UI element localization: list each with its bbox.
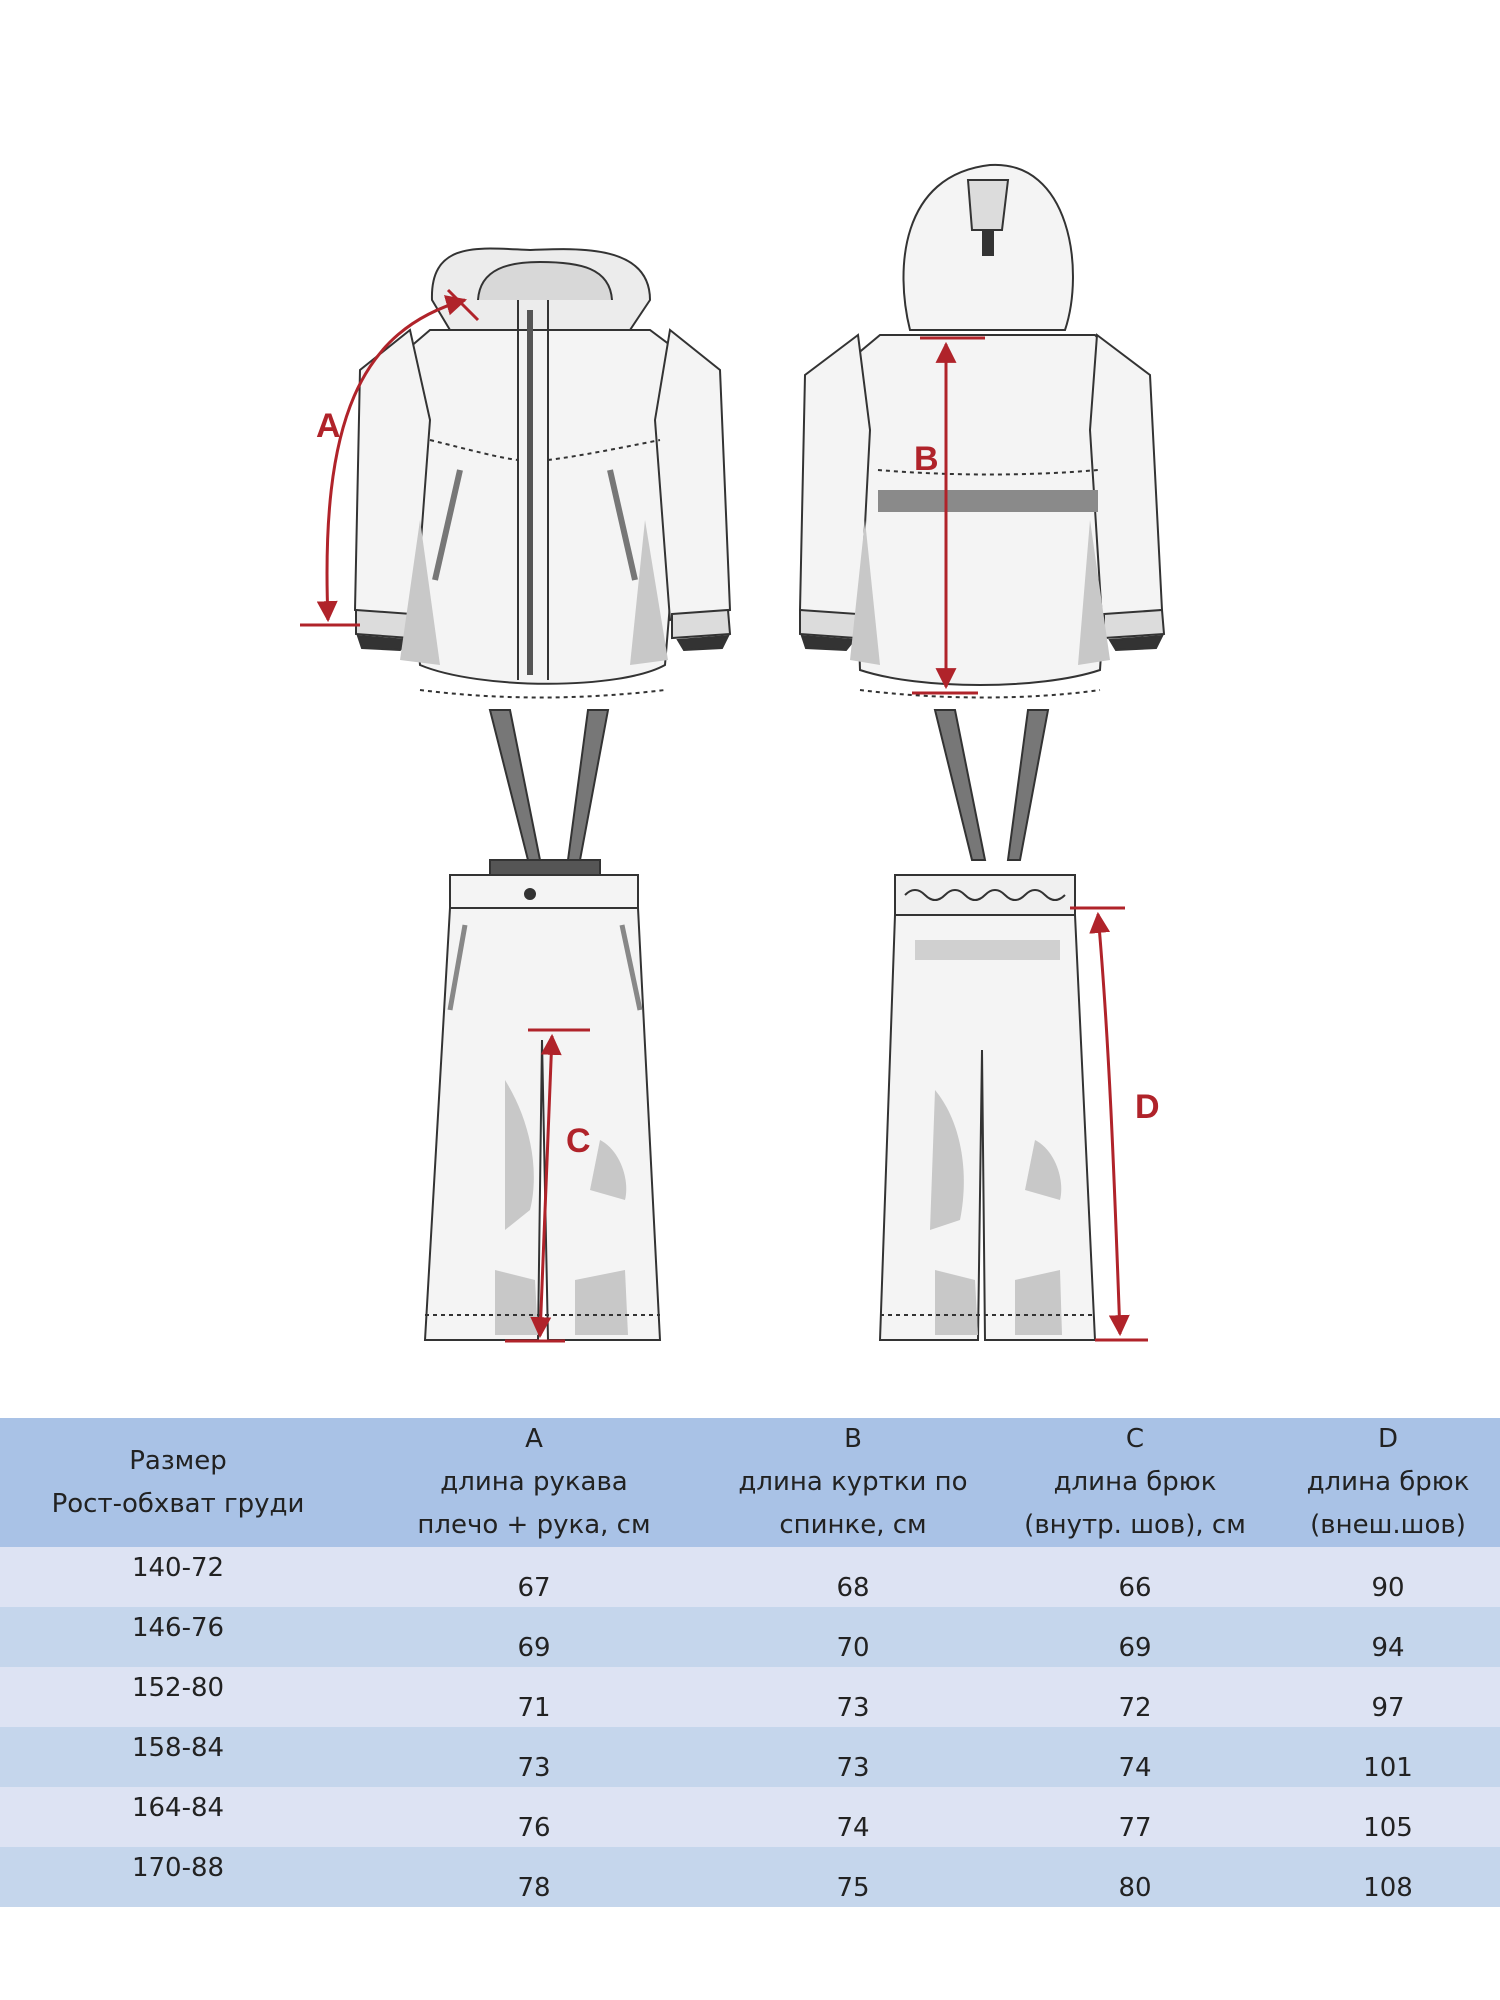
- label-c: C: [566, 1122, 591, 1160]
- header-d-letter: D: [1377, 1424, 1399, 1454]
- jacket-back-drawing: [800, 165, 1164, 698]
- value-a-cell: 67: [356, 1547, 712, 1607]
- label-b: B: [914, 440, 939, 478]
- table-row: [0, 1787, 1500, 1847]
- size-cell: 158-84: [0, 1727, 356, 1787]
- header-a: [356, 1418, 712, 1547]
- label-d: D: [1135, 1088, 1160, 1126]
- header-size-line2: Размер: [129, 1445, 227, 1476]
- table-row: [0, 1547, 1500, 1607]
- header-c: [994, 1418, 1276, 1547]
- table-row: [0, 1847, 1500, 1907]
- value-d-cell: 108: [1276, 1847, 1500, 1907]
- header-c-letter: C: [1125, 1424, 1145, 1454]
- value-a-cell: 71: [356, 1667, 712, 1727]
- size-cell: 170-88: [0, 1847, 356, 1907]
- value-d-cell: 101: [1276, 1727, 1500, 1787]
- value-a-cell: 69: [356, 1607, 712, 1667]
- header-a-line3: плечо + рука, см: [417, 1510, 651, 1540]
- value-a-cell: 78: [356, 1847, 712, 1907]
- value-c-cell: 77: [994, 1787, 1276, 1847]
- value-c-cell: 74: [994, 1727, 1276, 1787]
- value-d-cell: 105: [1276, 1787, 1500, 1847]
- value-b-cell: 74: [712, 1787, 994, 1847]
- value-a-cell: 73: [356, 1727, 712, 1787]
- header-c-line3: (внутр. шов), см: [1024, 1510, 1246, 1540]
- table-row: [0, 1607, 1500, 1667]
- value-c-cell: 69: [994, 1607, 1276, 1667]
- header-d-line3: (внеш.шов): [1310, 1510, 1466, 1540]
- label-a: A: [316, 407, 341, 445]
- table-row: [0, 1727, 1500, 1787]
- value-d-cell: 90: [1276, 1547, 1500, 1607]
- value-b-cell: 75: [712, 1847, 994, 1907]
- header-b-letter: B: [844, 1424, 862, 1454]
- size-cell: 146-76: [0, 1607, 356, 1667]
- value-d-cell: 97: [1276, 1667, 1500, 1727]
- header-a-letter: A: [525, 1424, 543, 1454]
- value-b-cell: 70: [712, 1607, 994, 1667]
- header-b-line3: спинке, см: [779, 1510, 927, 1540]
- size-cell: 164-84: [0, 1787, 356, 1847]
- size-cell: 152-80: [0, 1667, 356, 1727]
- value-b-cell: 73: [712, 1667, 994, 1727]
- value-d-cell: 94: [1276, 1607, 1500, 1667]
- size-chart-table: [0, 1418, 1500, 1907]
- value-b-cell: 73: [712, 1727, 994, 1787]
- value-a-cell: 76: [356, 1787, 712, 1847]
- table-row: [0, 1667, 1500, 1727]
- jacket-front-drawing: [355, 249, 730, 698]
- value-c-cell: 72: [994, 1667, 1276, 1727]
- pants-back-drawing: [880, 710, 1095, 1340]
- header-c-line2: длина брюк: [1053, 1467, 1217, 1497]
- value-c-cell: 66: [994, 1547, 1276, 1607]
- value-b-cell: 68: [712, 1547, 994, 1607]
- value-c-cell: 80: [994, 1847, 1276, 1907]
- header-size-line3: Рост-обхват груди: [51, 1488, 305, 1519]
- header-d: [1276, 1418, 1500, 1547]
- table-header-row: [0, 1418, 1500, 1547]
- header-size: [0, 1418, 356, 1547]
- size-cell: 140-72: [0, 1547, 356, 1607]
- header-b-line2: длина куртки по: [738, 1467, 968, 1497]
- header-b: [712, 1418, 994, 1547]
- header-a-line2: длина рукава: [440, 1467, 628, 1497]
- header-d-line2: длина брюк: [1306, 1467, 1470, 1497]
